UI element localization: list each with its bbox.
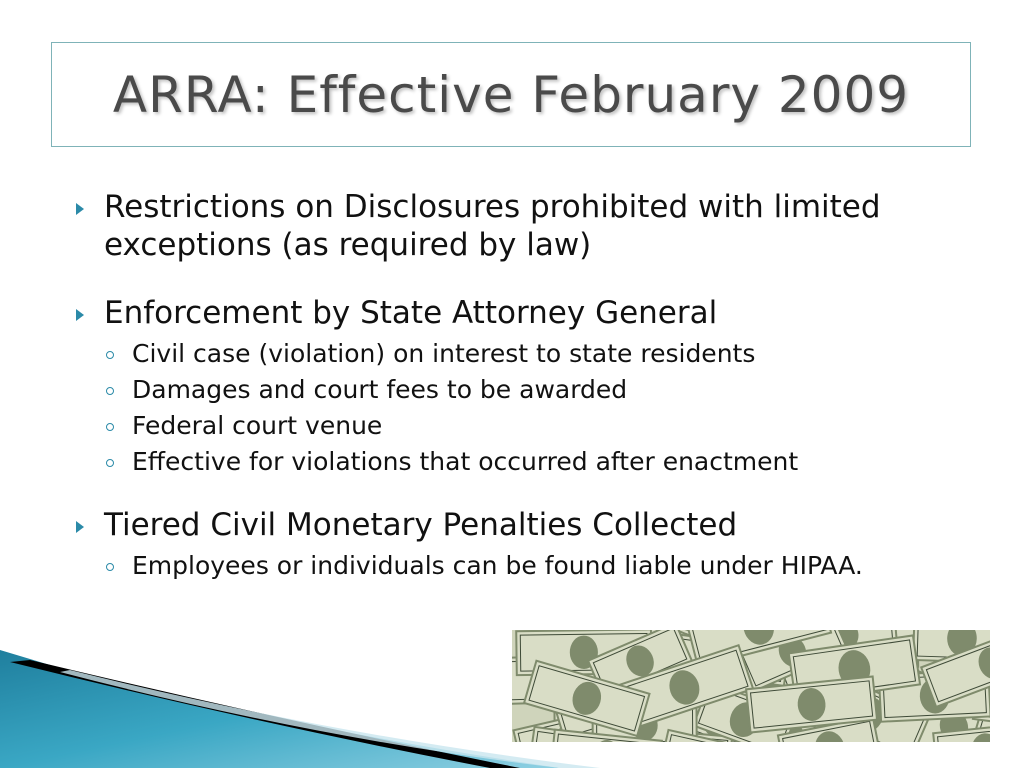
bullet-3 xyxy=(74,506,954,544)
circle-bullet-icon xyxy=(106,351,114,359)
sub-bullet: Civil case (violation) on interest to state residents xyxy=(104,336,954,372)
bullet-3-sublist xyxy=(74,548,954,584)
slide-title: ARRA: Effective February 2009 xyxy=(112,65,910,124)
bullet-1-text: Restrictions on Disclosures prohibited with limited exceptions (as required by law) xyxy=(104,189,881,263)
bullet-1 xyxy=(74,188,954,264)
circle-bullet-icon xyxy=(106,563,114,571)
sub-bullet: Federal court venue xyxy=(104,408,954,444)
triangle-bullet-icon xyxy=(76,309,84,321)
money-photo xyxy=(512,630,990,742)
sub-bullet: Effective for violations that occurred after enactment xyxy=(104,444,954,480)
circle-bullet-icon xyxy=(106,387,114,395)
bullet-3-text: Tiered Civil Monetary Penalties Collected xyxy=(104,507,738,543)
triangle-bullet-icon xyxy=(76,203,84,215)
bullet-2-sublist xyxy=(74,336,954,480)
bullet-2 xyxy=(74,294,954,332)
circle-bullet-icon xyxy=(106,423,114,431)
dollar-bill-pattern xyxy=(512,630,990,742)
sub-bullet: Damages and court fees to be awarded xyxy=(104,372,954,408)
sub-bullet: Employees or individuals can be found liable under HIPAA. xyxy=(104,548,954,584)
bullet-2-text: Enforcement by State Attorney General xyxy=(104,295,718,331)
triangle-bullet-icon xyxy=(76,521,84,533)
title-box xyxy=(51,42,971,147)
bullet-list xyxy=(74,188,954,610)
circle-bullet-icon xyxy=(106,459,114,467)
